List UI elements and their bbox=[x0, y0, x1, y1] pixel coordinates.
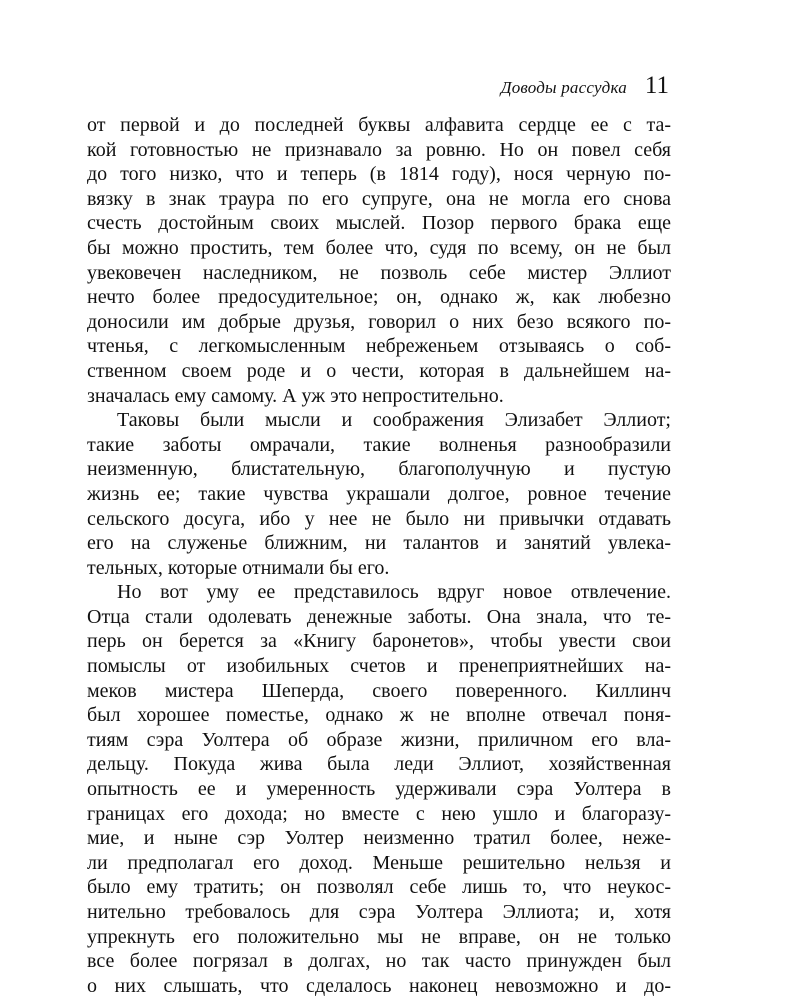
page-number: 11 bbox=[644, 72, 669, 99]
paragraph bbox=[87, 113, 671, 408]
body-text bbox=[87, 113, 671, 998]
text-line: тельных, которые отнимали бы его. bbox=[87, 556, 390, 579]
text-line: счесть достойным своих мыслей. Позор первого брака еще bbox=[87, 212, 671, 235]
text-line: Отца стали одолевать денежные заботы. Она знала, что те- bbox=[87, 605, 671, 628]
text-line: жизнь ее; такие чувства украшали долгое, ровное течение bbox=[87, 482, 671, 505]
text-line: все более погрязал в долгах, но так часто принужден был bbox=[87, 950, 671, 973]
text-line: неизменную, блистательную, благополучную и пустую bbox=[87, 458, 671, 481]
text-line: меков мистера Шеперда, своего поверенного. Киллинч bbox=[87, 679, 671, 702]
text-line: кой готовностью не признавало за ровню. Но он повел себя bbox=[87, 138, 671, 161]
text-line: был хорошее поместье, однако ж не вполне отвечал поня- bbox=[87, 704, 671, 727]
text-line: значалась ему самому. А уж это непростительно. bbox=[87, 384, 504, 407]
text-line: было ему тратить; он позволял себе лишь то, что неукос- bbox=[87, 876, 671, 899]
text-line: его на служенье ближним, ни талантов и занятий увлека- bbox=[87, 532, 671, 555]
text-line: опытность ее и умеренность удерживали сэра Уолтера в bbox=[87, 778, 671, 801]
paragraph bbox=[87, 408, 671, 580]
text-line: тиям сэра Уолтера об образе жизни, приличном его вла- bbox=[87, 728, 671, 751]
text-line: такие заботы омрачали, такие волненья разнообразили bbox=[87, 433, 671, 456]
text-line: доносили им добрые друзья, говорил о них безо всякого по- bbox=[87, 310, 671, 333]
text-line: чтенья, с легкомысленным небреженьем отзываясь о соб- bbox=[87, 335, 671, 358]
text-line: нечто более предосудительное; он, однако ж, как любезно bbox=[87, 286, 671, 309]
running-head bbox=[501, 72, 669, 100]
text-line: Но вот уму ее представилось вдруг новое отвлечение. bbox=[117, 581, 671, 604]
text-line: упрекнуть его положительно мы не вправе, он не только bbox=[87, 925, 671, 948]
text-line: помыслы от изобильных счетов и пренеприятнейших на- bbox=[87, 655, 671, 678]
running-head-title: Доводы рассудка bbox=[500, 78, 627, 97]
text-line: вязку в знак траура по его супруге, она не могла его снова bbox=[87, 187, 671, 210]
paragraph bbox=[87, 580, 671, 998]
text-line: ственном своем роде и о чести, которая в дальнейшем на- bbox=[87, 359, 671, 382]
text-line: сельского досуга, ибо у нее не было ни привычки отдавать bbox=[87, 507, 671, 530]
text-line: перь он берется за «Книгу баронетов», чтобы увести свои bbox=[87, 630, 671, 653]
text-line: о них слышать, что сделалось наконец невозможно и до- bbox=[87, 974, 671, 997]
text-line: мие, и ныне сэр Уолтер неизменно тратил более, неже- bbox=[87, 827, 671, 850]
text-line: нительно требовалось для сэра Уолтера Эллиота; и, хотя bbox=[87, 901, 671, 923]
text-line: дельцу. Покуда жива была леди Эллиот, хозяйственная bbox=[87, 753, 671, 776]
text-line: от первой и до последней буквы алфавита сердце ее с та- bbox=[87, 114, 671, 136]
text-line: увековечен наследником, не позволь себе мистер Эллиот bbox=[87, 261, 671, 284]
text-line: границах его дохода; но вместе с нею ушло и благоразу- bbox=[87, 802, 671, 825]
text-line: ли предполагал его доход. Меньше решительно нельзя и bbox=[87, 851, 671, 874]
text-line: бы можно простить, тем более что, судя по всему, он не был bbox=[87, 236, 671, 259]
text-line: Таковы были мысли и соображения Элизабет Эллиот; bbox=[117, 409, 671, 432]
text-line: до того низко, что и теперь (в 1814 году), нося черную по- bbox=[87, 163, 671, 186]
